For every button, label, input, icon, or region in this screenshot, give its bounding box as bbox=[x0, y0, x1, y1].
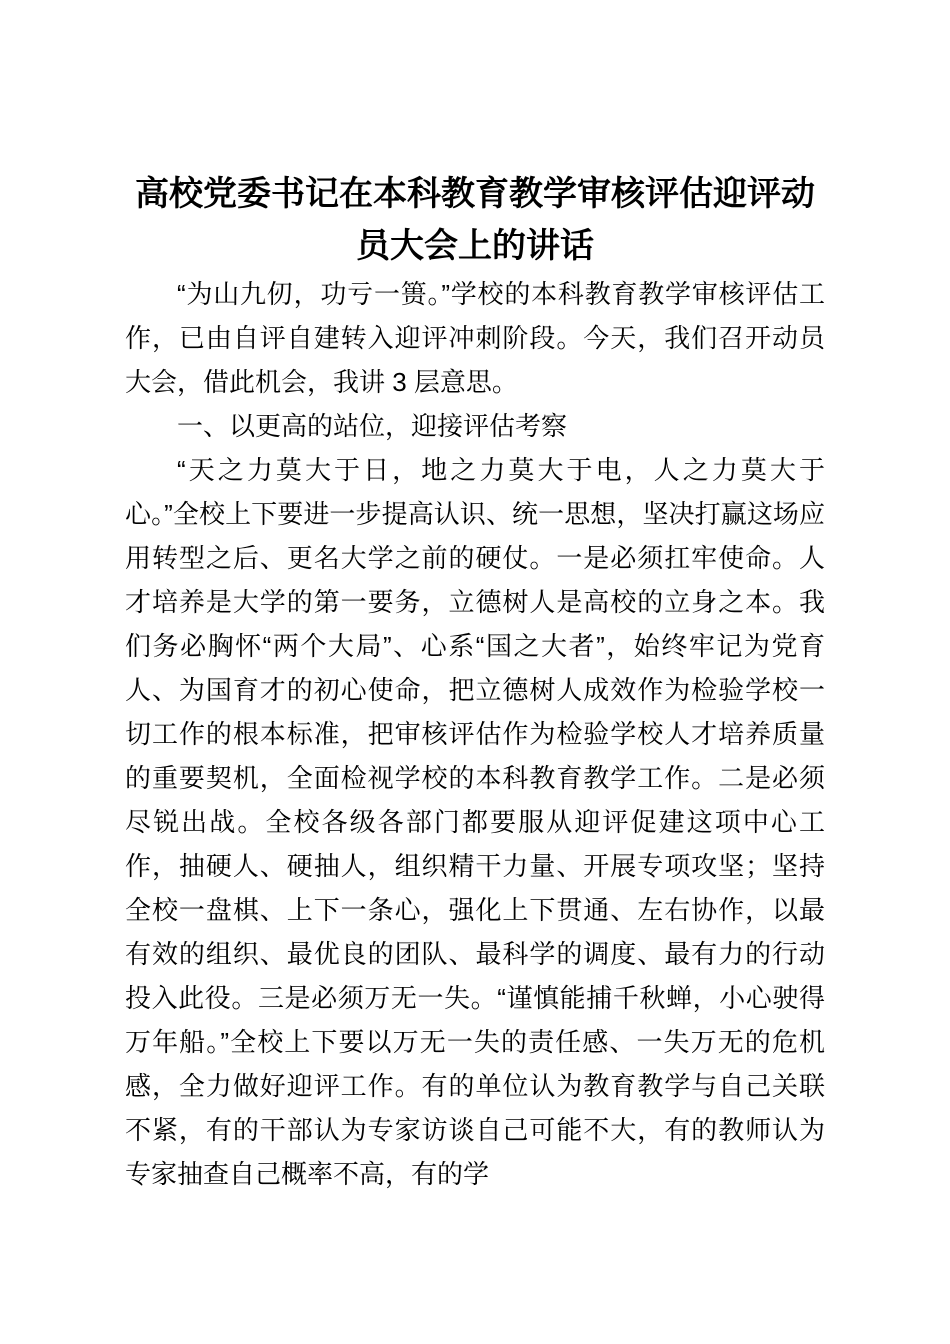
paragraph-section-1-body: “天之力莫大于日，地之力莫大于电，人之力莫大于心。”全校上下要进一步提高认识、统一思想，坚决打赢这场应用转型之后、更名大学之前的硬仗。一是必须扛牢使命。人才培养是大学的第一要务，立德树人是高校的立身之本。我们务必胸怀“两个大局”、心系“国之大者”，始终牢记为党育人、为国育才的初心使命，把立德树人成效作为检验学校一切工作的根本标准，把审核评估作为检验学校人才培养质量的重要契机，全面检视学校的本科教育教学工作。二是必须尽锐出战。全校各级各部门都要服从迎评促建这项中心工作，抽硬人、硬抽人，组织精干力量、开展专项攻坚；坚持全校一盘棋、上下一条心，强化上下贯通、左右协作，以最有效的组织、最优良的团队、最科学的调度、最有力的行动投入此役。三是必须万无一失。“谨慎能捕千秋蝉，小心驶得万年船。”全校上下要以万无一失的责任感、一失万无的危机感，全力做好迎评工作。有的单位认为教育教学与自己关联不紧，有的干部认为专家访谈自己可能不大，有的教师认为专家抽查自己概率不高，有的学 bbox=[125, 455, 825, 1189]
section-heading-1: 一、以更高的站位，迎接评估考察 bbox=[177, 411, 568, 441]
document-body bbox=[125, 272, 825, 1196]
document-title: 高校党委书记在本科教育教学审核评估迎评动员大会上的讲话 bbox=[135, 175, 815, 265]
paragraph-intro: “为山九仞，功亏一篑。”学校的本科教育教学审核评估工作，已由自评自建转入迎评冲刺阶段。今天，我们召开动员大会，借此机会，我讲 3 层意思。 bbox=[125, 279, 825, 397]
